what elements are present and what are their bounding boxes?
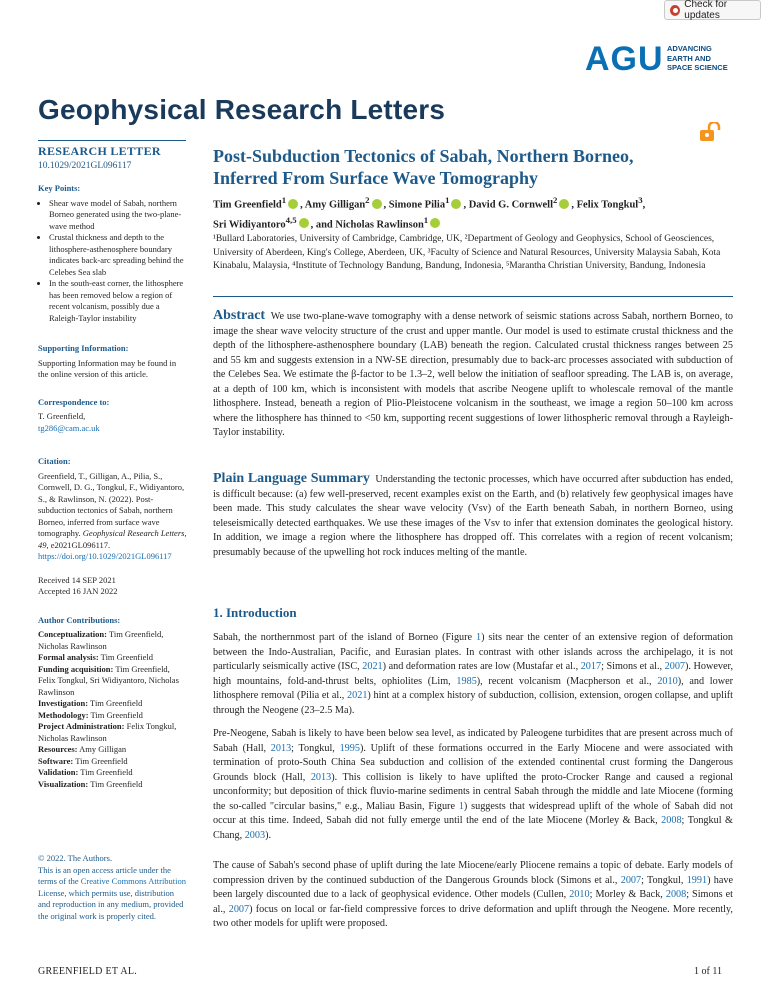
check-for-updates-label: Check for updates bbox=[684, 0, 728, 21]
citation-text: Greenfield, T., Gilligan, A., Pilia, S., Cornwell, D. G., Tongkul, F., Widiyantoro, S., & Rawlinson, N. (2022). Post-subduction tectonics of Sabah, northern Borneo, inferred from surface wave tomography. Geophysical Research Letters, 49, e2021GL096117. https://doi.org/10.1029/2021GL096117 bbox=[38, 470, 187, 561]
orcid-icon[interactable] bbox=[299, 218, 309, 228]
page-number: 1 of 11 bbox=[694, 966, 722, 977]
key-point: • Shear wave model of Sabah, northern Borneo generated using the two-plane-wave method bbox=[49, 198, 188, 233]
author-link[interactable]: , and Nicholas Rawlinson bbox=[310, 219, 424, 230]
footer-authors: GREENFIELD ET AL. bbox=[38, 966, 138, 977]
abstract-text: We use two-plane-wave tomography with a dense network of seismic stations across Sabah, northern Borneo, to image the shear wave velocity structure of the crust and upper mantle. Our model is used to estimate crustal thickness and the depth of the lithosphere-asthenosphere boundary (LAB) beneath the region. Calculated crustal thickness ranges between 25 and 55 km and suggests extension in a NW-SE direction, presumably due to back-arc processes associated with subduction of the Celebes Sea. We estimate the β-factor to be 1.3–2, well below the initiation of seafloor spreading. The LAB is, on average, at a depth of 100 km, which is inconsistent with models that ascribe Neogene uplift to wholescale removal of the mantle lithosphere. Instead, beneath a region of Plio-Pleistocene volcanism in the southeast, we image a region 50–100 km across where the lithosphere has thinned to <50 km, supporting recent suggestions of lower lithospheric removal through a Rayleigh-Taylor instability. bbox=[213, 311, 733, 438]
contribution-item: Formal analysis: Tim Greenfield bbox=[38, 652, 154, 662]
open-access-icon bbox=[699, 122, 723, 142]
contribution-item: Investigation: Tim Greenfield bbox=[38, 698, 143, 708]
author-link[interactable]: , David G. Cornwell bbox=[463, 199, 554, 211]
left-rule bbox=[38, 140, 186, 141]
correspondence-email-link[interactable]: tg286@cam.ac.uk bbox=[38, 422, 100, 433]
author-list: Tim Greenfield$^1$ , Amy Gilligan$^2$ , Simone Pilia$^1$ , David G. Cornwell$^2$ , Felix Tongkul$^3$, Sri Widiyantoro$^{4,5}$ , and Nicholas Rawlinson$^1$ bbox=[213, 195, 646, 230]
article-doi: 10.1029/2021GL096117 bbox=[38, 160, 132, 171]
section-heading: 1. Introduction bbox=[213, 605, 297, 620]
journal-title: Geophysical Research Letters bbox=[38, 94, 446, 125]
plain-language-summary bbox=[213, 472, 733, 560]
contribution-item: Funding acquisition: Tim Greenfield, Felix Tongkul, Sri Widiyantoro, Nicholas Rawlinson bbox=[38, 663, 179, 697]
author-link[interactable]: Sri Widiyantoro bbox=[213, 219, 286, 230]
contribution-item: Resources: Amy Gilligan bbox=[38, 744, 127, 754]
contribution-item: Project Administration: Felix Tongkul, Nicholas Rawlinson bbox=[38, 721, 177, 743]
key-points-label: Key Points: bbox=[38, 183, 81, 193]
author-contributions bbox=[38, 629, 188, 790]
author-link[interactable]: , Amy Gilligan bbox=[300, 199, 366, 211]
correspondence-label: Correspondence to: bbox=[38, 396, 110, 407]
supporting-info-text: Supporting Information may be found in the online version of this article. bbox=[38, 357, 177, 379]
supporting-info-label: Supporting Information: bbox=[38, 343, 129, 353]
update-icon bbox=[670, 5, 680, 16]
orcid-icon[interactable] bbox=[372, 199, 382, 209]
left-sidebar bbox=[38, 146, 188, 790]
contribution-item: Methodology: Tim Greenfield bbox=[38, 709, 143, 720]
citation-doi-link[interactable]: https://doi.org/10.1029/2021GL096117 bbox=[38, 551, 172, 561]
license-text: This is an open access article under the terms of the Creative Commons Attribution License, which permits use, distribution and reproduction in any medium, provided the original work is properly cited. bbox=[38, 864, 187, 921]
author-link[interactable]: Tim Greenfield bbox=[213, 199, 282, 211]
pls-text: Understanding the tectonic processes, which have occurred after subduction has ended, is difficult because: (a) few well-preserved, recent examples exist on the Earth, and (b) relatively few geophysical images have been made. This study calculates the shear wave velocity (Vsv) of the Earth beneath Sabah, in northern Borneo, using teleseismically detected earthquakes. We use these images of the Vsv to infer that extension dominates the geological history. In addition, we image a region where the lithosphere has dropped off. This correlates with a region of recent volcanism; presumably because of the upwelling hot rock induces melting of the mantle. bbox=[213, 474, 734, 558]
check-for-updates-button[interactable] bbox=[664, 0, 761, 20]
key-points-list bbox=[38, 198, 188, 325]
intro-paragraph-2: Pre-Neogene, Sabah is likely to have been below sea level, as indicated by Paleogene turbidites that are present across much of Sabah (Hall, 2013; Tongkul, 1995). Uplift of these formations occurred in the Early Miocene and were associated with termination of proto-South China Sea subduction and collision of the extended continental crust forming the Dangerous Grounds block (Hall, 2013). This collision is likely to have uplifted the proto-Crocker Range and caused a regional unconformity; but deposition of thick fluvio-marine sediments in central Sabah through the middle and late Miocene (forming the so-called "circular basins," e.g., Maliau Basin, Figure 1) suggests that widespread uplift of the whole of Sabah did not occur at this time. Indeed, Sabah did not fully emerge until the end of the late Miocene (Morley & Back, 2008; Tongkul & Chang, 2003). bbox=[213, 728, 734, 841]
article-title: Post-Subduction Tectonics of Sabah, Northern Borneo, Inferred From Surface Wave Tomography bbox=[213, 146, 634, 188]
agu-logo: AGU bbox=[585, 40, 664, 78]
abstract bbox=[213, 309, 733, 441]
copyright: © 2022. The Authors. bbox=[38, 853, 113, 863]
title-rule bbox=[213, 296, 733, 297]
agu-tagline: ADVANCING EARTH AND SPACE SCIENCE bbox=[667, 44, 728, 72]
author-contributions-label: Author Contributions: bbox=[38, 614, 121, 625]
key-point: • Crustal thickness and depth to the lithosphere-asthenosphere boundary indicates back-arc spreading behind the Celebes Sea slab bbox=[49, 232, 188, 278]
author-link[interactable]: , Simone Pilia bbox=[383, 199, 446, 211]
citation-label: Citation: bbox=[38, 456, 71, 466]
contribution-item: Validation: Tim Greenfield bbox=[38, 767, 133, 777]
orcid-icon[interactable] bbox=[559, 199, 569, 209]
affiliations: ¹Bullard Laboratories, University of Cambridge, Cambridge, UK, ²Department of Geology and Geophysics, School of Geosciences, University of Aberdeen, King's College, Aberdeen, UK, ³Faculty of Science and Natural Resources, University Malaysia Sabah, Kota Kinabalu, Malaysia, ⁴Institute of Technology Bandung, Bandung, Indonesia, ⁵Marantha Christian University, Bandung, Indonesia bbox=[213, 234, 721, 271]
abstract-heading: Abstract bbox=[213, 308, 266, 323]
contribution-item: Visualization: Tim Greenfield bbox=[38, 778, 143, 789]
pls-heading: Plain Language Summary bbox=[213, 471, 370, 486]
intro-paragraph-1: Sabah, the northernmost part of the island of Borneo (Figure 1) sits near the center of an extensive region of deformation between the Indo-Australian, Pacific, and Eurasian plates. In contrast with other islands across the archipelago, it is not particularly seismically active (ISC, 2021) and deformation rates are low (Mustafar et al., 2017; Simons et al., 2007). However, high mountains, fold-and-thrust belts, ophiolites (Lim, 1985), recent volcanism (Macpherson et al., 2010), and lower lithosphere removal (Pilia et al., 2021) hint at a complex history of subduction, collision, extension, orogen collapse, and uplift through the Neogene (23–2.5 Ma). bbox=[213, 632, 734, 716]
orcid-icon[interactable] bbox=[430, 218, 440, 228]
intro-paragraph-3: The cause of Sabah's second phase of uplift during the late Miocene/early Pliocene remains a topic of debate. Early models of compression driven by the continued subduction of the Dangerous Grounds block (Simons et al., 2007; Tongkul, 1991) have been largely discounted due to a lack of geophysical evidence. Other models (Cullen, 2010; Morley & Back, 2008; Simons et al., 2007) focus on local or far-field compressive forces to drive deformation and uplift through the Neogene. More recently, two other models for uplift were proposed. bbox=[213, 860, 733, 929]
received-date: Received 14 SEP 2021 bbox=[38, 574, 116, 585]
contribution-item: Software: Tim Greenfield bbox=[38, 755, 128, 766]
orcid-icon[interactable] bbox=[288, 199, 298, 209]
author-link[interactable]: , Felix Tongkul bbox=[571, 199, 639, 211]
license-notice bbox=[38, 853, 188, 922]
contribution-item: Conceptualization: Tim Greenfield, Nicholas Rawlinson bbox=[38, 629, 164, 651]
article-type: RESEARCH LETTER bbox=[38, 144, 161, 158]
accepted-date: Accepted 16 JAN 2022 bbox=[38, 586, 118, 596]
cc-license-link[interactable]: Creative Commons Attribution bbox=[80, 876, 187, 886]
key-point: • In the south-east corner, the lithosphere has been removed below a region of recent volcanism, possibly due a Raleigh-Taylor instability bbox=[49, 278, 188, 324]
correspondence-name: T. Greenfield, bbox=[38, 411, 86, 421]
orcid-icon[interactable] bbox=[451, 199, 461, 209]
